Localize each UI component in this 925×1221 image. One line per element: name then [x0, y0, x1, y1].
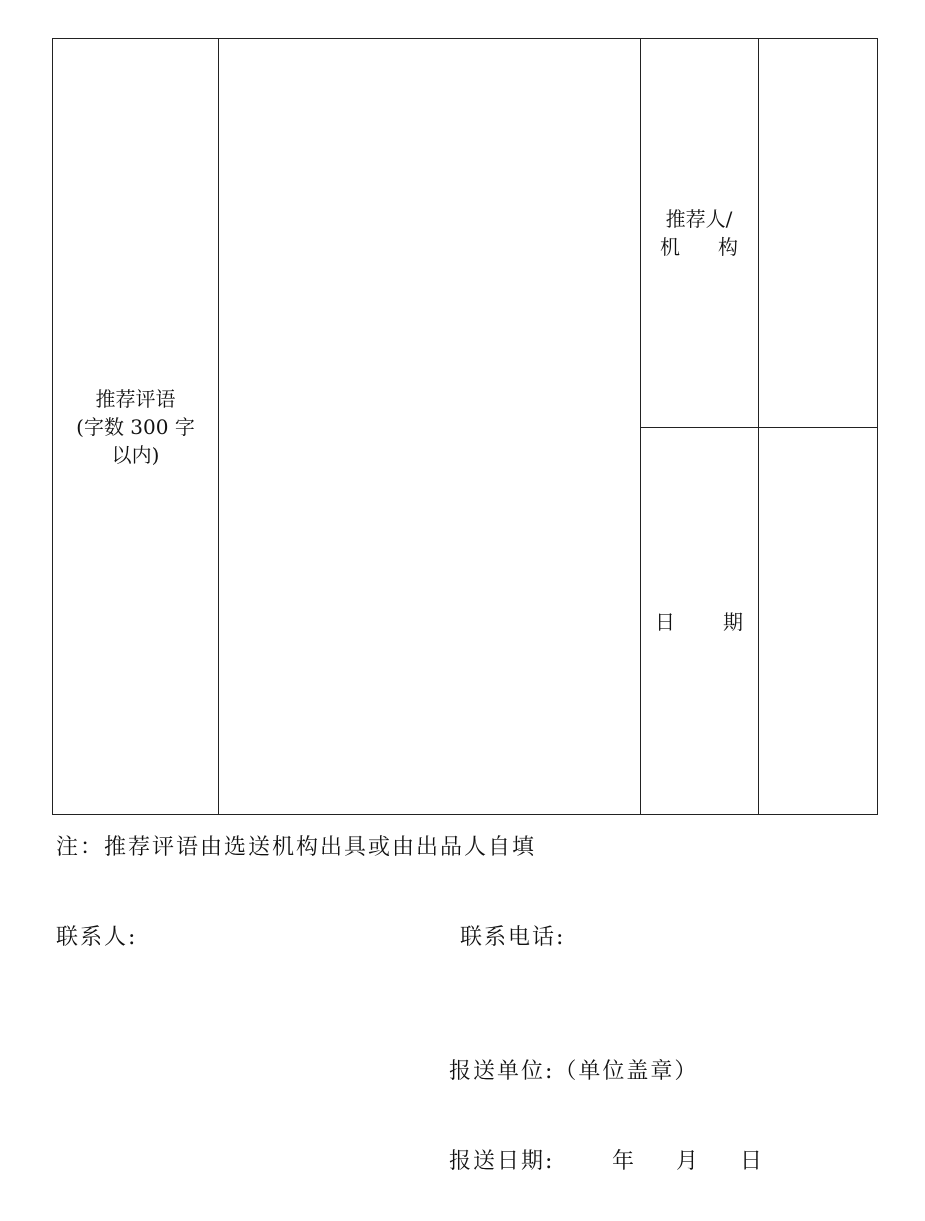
remarks-label — [53, 385, 218, 469]
recommender-label-line2 — [660, 233, 738, 261]
submit-date-month: 月 — [676, 1149, 699, 1174]
recommender-input-cell[interactable] — [759, 39, 877, 427]
recommender-label — [640, 205, 758, 261]
recommender-label-char2: 构 — [718, 235, 738, 259]
remarks-label-line2: (字数 300 字 — [76, 415, 195, 439]
date-label — [640, 608, 758, 636]
submit-unit-label: 报送单位:（单位盖章） — [449, 1059, 699, 1084]
date-input-cell[interactable] — [759, 428, 877, 814]
remarks-label-line3: 以内) — [111, 443, 160, 467]
submit-date-day: 日 — [740, 1149, 763, 1174]
recommender-label-line1: 推荐人/ — [665, 207, 733, 231]
contact-person-label: 联系人: — [56, 925, 138, 950]
note-text: 注：推荐评语由选送机构出具或由出品人自填 — [56, 835, 537, 860]
date-label-char2: 期 — [723, 610, 743, 634]
recommender-label-char1: 机 — [660, 235, 680, 259]
remarks-label-line1: 推荐评语 — [95, 387, 176, 411]
contact-phone-label: 联系电话: — [460, 925, 566, 950]
date-label-char1: 日 — [655, 610, 675, 634]
submit-date-year: 年 — [612, 1149, 635, 1174]
submit-date-label: 报送日期: — [449, 1149, 555, 1174]
remarks-input-area[interactable] — [219, 39, 639, 814]
recommendation-table — [52, 38, 878, 815]
